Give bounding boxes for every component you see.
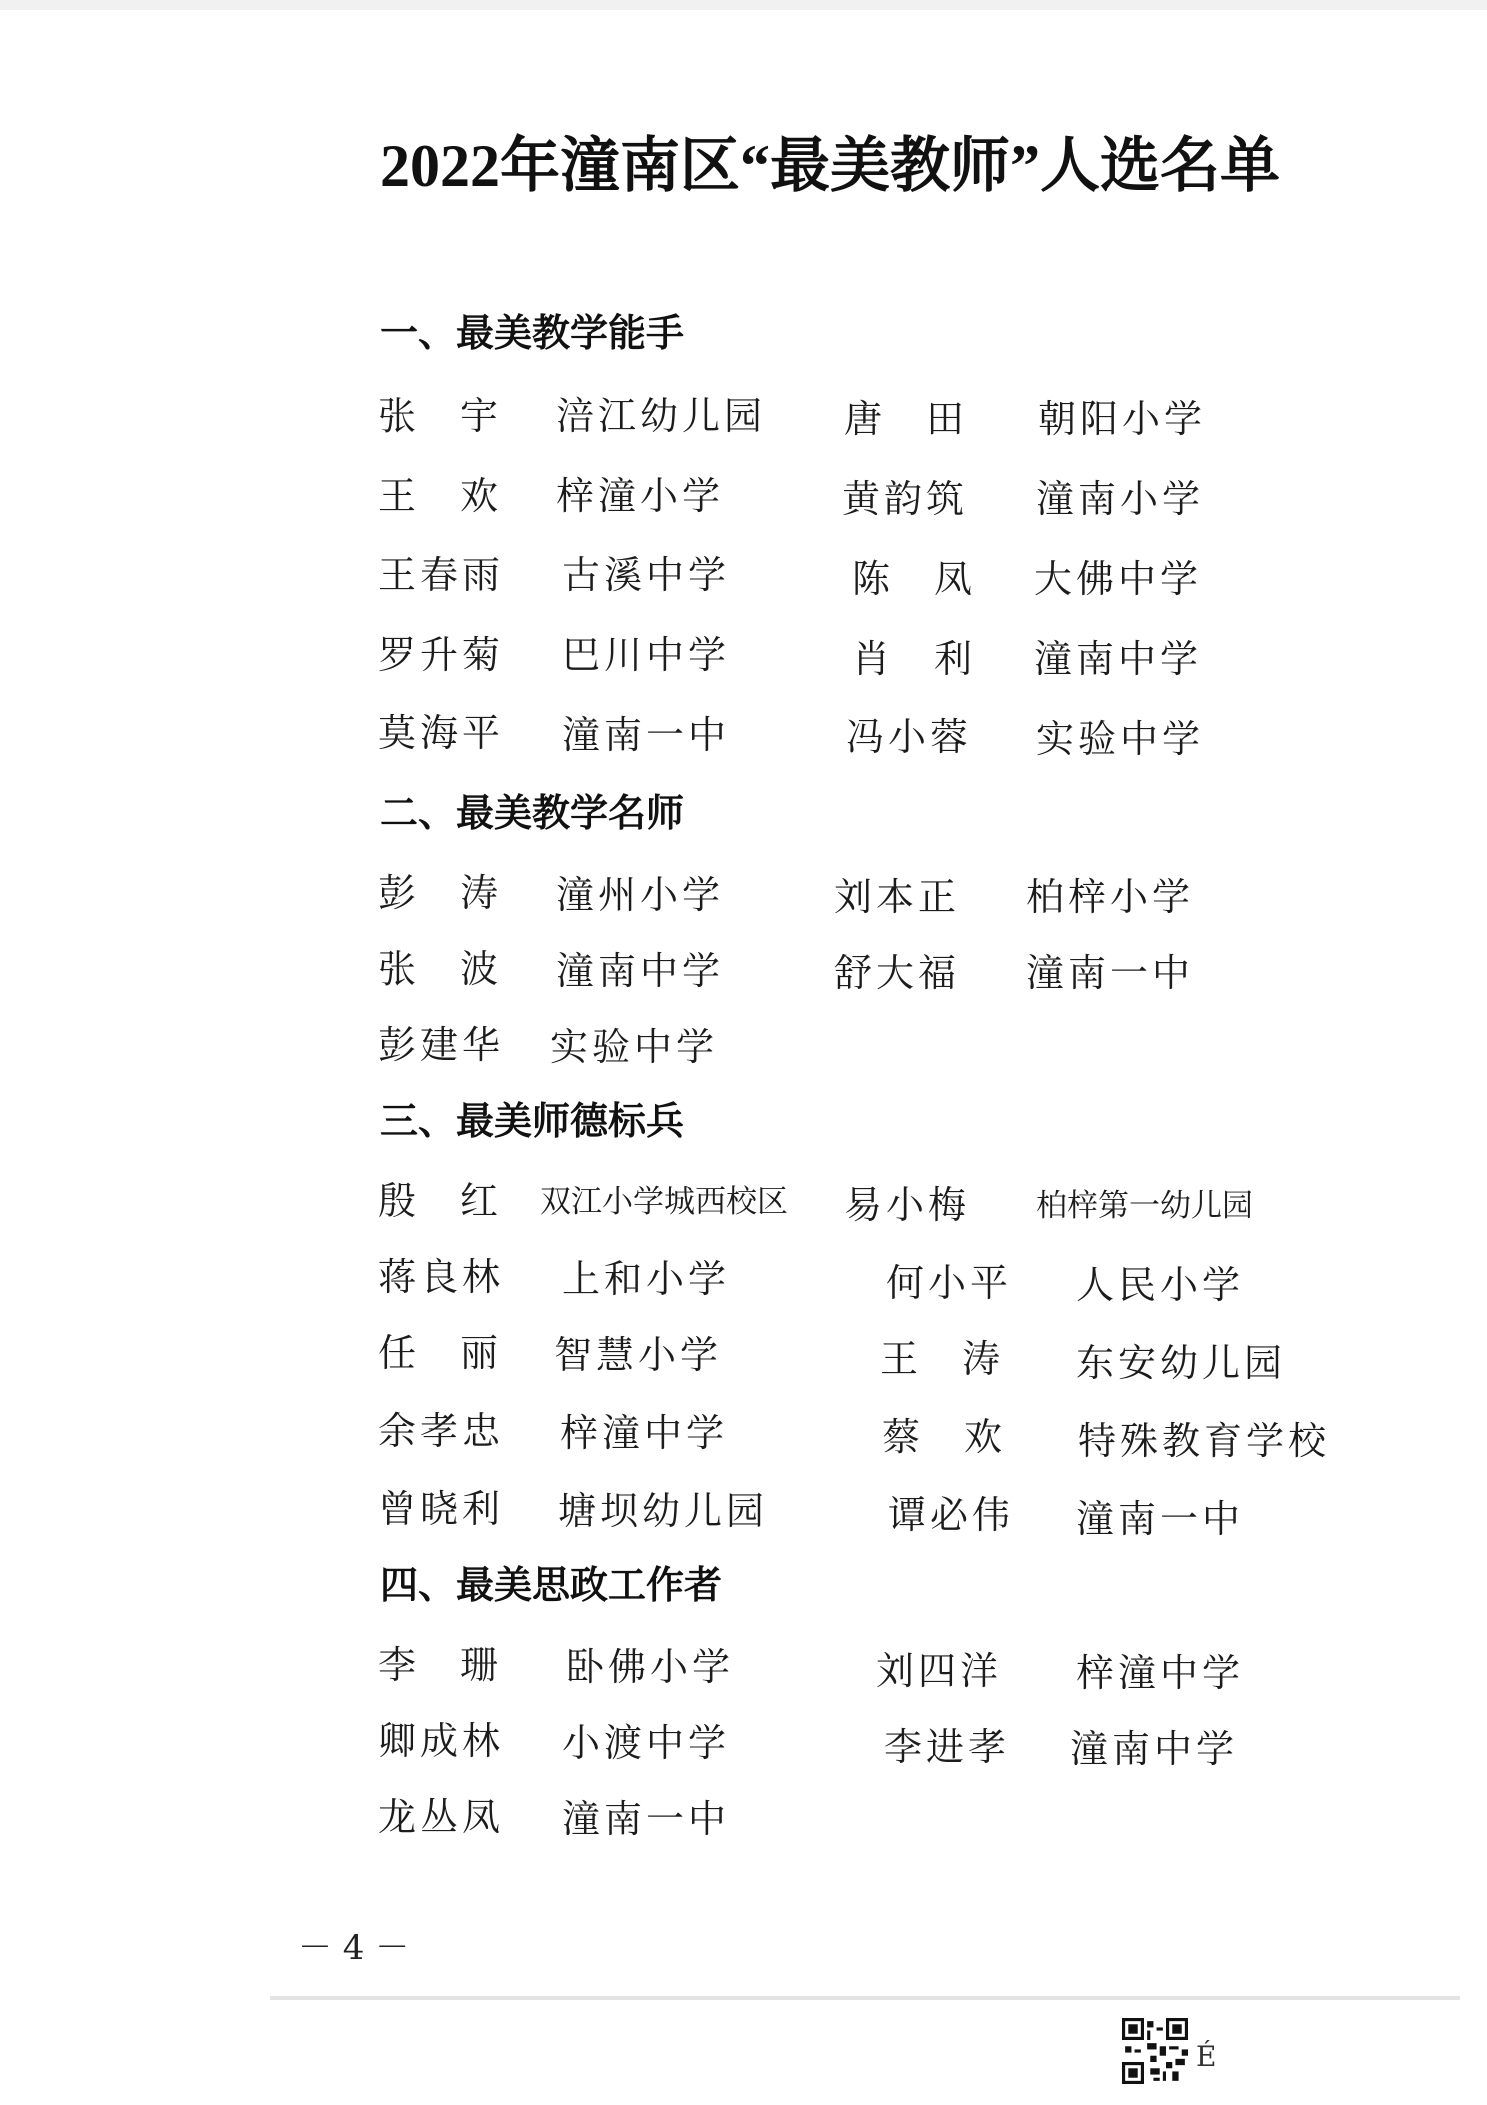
teacher-name: 曾晓利 [378, 1487, 505, 1531]
teacher-name: 易小梅 [844, 1183, 971, 1227]
teacher-name: 舒大福 [834, 951, 961, 995]
teacher-name: 李珊 [378, 1643, 543, 1687]
teacher-name: 张宇 [378, 394, 543, 438]
section-heading-ethics-models: 三、最美师德标兵 [380, 1099, 685, 1143]
teacher-school: 潼南一中 [562, 1797, 731, 1841]
teacher-school: 实验中学 [1036, 717, 1205, 761]
teacher-school: 柏梓第一幼儿园 [1036, 1188, 1253, 1224]
teacher-name: 刘本正 [834, 875, 961, 919]
teacher-name: 李进孝 [884, 1725, 1011, 1769]
teacher-name: 余孝忠 [378, 1409, 505, 1453]
teacher-school: 卧佛小学 [566, 1645, 735, 1689]
teacher-name: 蔡欢 [882, 1415, 1047, 1459]
teacher-school: 人民小学 [1076, 1263, 1245, 1307]
teacher-name: 彭涛 [378, 871, 543, 915]
section-heading-teaching-experts: 一、最美教学能手 [380, 311, 685, 355]
scan-edge-top [0, 0, 1487, 10]
teacher-school: 潼南中学 [556, 949, 725, 993]
page-title: 2022年潼南区“最美教师”人选名单 [380, 133, 1280, 199]
teacher-school: 朝阳小学 [1038, 397, 1207, 441]
teacher-name: 黄韵筑 [842, 477, 969, 521]
teacher-name: 莫海平 [378, 711, 505, 755]
teacher-name: 陈凤 [852, 557, 1017, 601]
teacher-name: 蒋良林 [378, 1255, 505, 1299]
teacher-school: 梓潼中学 [560, 1411, 729, 1455]
teacher-school: 梓潼中学 [1076, 1651, 1245, 1695]
teacher-name: 卿成林 [378, 1719, 505, 1763]
teacher-school: 潼南中学 [1070, 1727, 1239, 1771]
teacher-school: 实验中学 [550, 1025, 719, 1069]
teacher-school: 涪江幼儿园 [556, 394, 767, 438]
teacher-school: 潼州小学 [556, 873, 725, 917]
teacher-name: 王春雨 [378, 553, 505, 597]
teacher-name: 任丽 [378, 1331, 543, 1375]
section-heading-master-teachers: 二、最美教学名师 [380, 791, 685, 835]
teacher-school: 东安幼儿园 [1076, 1341, 1287, 1385]
teacher-school: 潼南一中 [1076, 1497, 1245, 1541]
teacher-school: 柏梓小学 [1026, 875, 1195, 919]
teacher-name: 殷红 [378, 1179, 543, 1223]
teacher-school: 潼南一中 [562, 713, 731, 757]
teacher-school: 梓潼小学 [556, 474, 725, 518]
teacher-name: 龙丛凤 [378, 1795, 505, 1839]
section-heading-ideological-workers: 四、最美思政工作者 [380, 1563, 723, 1607]
teacher-name: 刘四洋 [876, 1649, 1003, 1693]
qr-suffix-mark: É [1196, 2040, 1217, 2073]
teacher-school: 小渡中学 [562, 1721, 731, 1765]
teacher-school: 特殊教育学校 [1078, 1419, 1331, 1463]
page-number: － 4 － [298, 1928, 410, 1968]
teacher-name: 罗升菊 [378, 633, 505, 677]
teacher-name: 谭必伟 [888, 1493, 1015, 1537]
teacher-school: 古溪中学 [562, 553, 731, 597]
teacher-school: 大佛中学 [1034, 557, 1203, 601]
teacher-school: 上和小学 [562, 1257, 731, 1301]
scan-edge-bottom [270, 1996, 1460, 2000]
teacher-school: 智慧小学 [554, 1333, 723, 1377]
teacher-name: 冯小蓉 [846, 715, 973, 759]
teacher-name: 王欢 [378, 474, 543, 518]
teacher-name: 张波 [378, 947, 543, 991]
teacher-school: 潼南中学 [1034, 637, 1203, 681]
teacher-school: 巴川中学 [562, 633, 731, 677]
teacher-name: 唐田 [844, 397, 1009, 441]
teacher-name: 彭建华 [378, 1023, 505, 1067]
teacher-name: 肖利 [852, 637, 1017, 681]
qr-code-icon [1122, 2018, 1188, 2084]
teacher-name: 何小平 [886, 1261, 1013, 1305]
teacher-school: 潼南一中 [1026, 951, 1195, 995]
teacher-school: 潼南小学 [1036, 477, 1205, 521]
teacher-school: 双江小学城西校区 [540, 1184, 788, 1220]
teacher-school: 塘坝幼儿园 [558, 1489, 769, 1533]
teacher-name: 王涛 [880, 1337, 1045, 1381]
